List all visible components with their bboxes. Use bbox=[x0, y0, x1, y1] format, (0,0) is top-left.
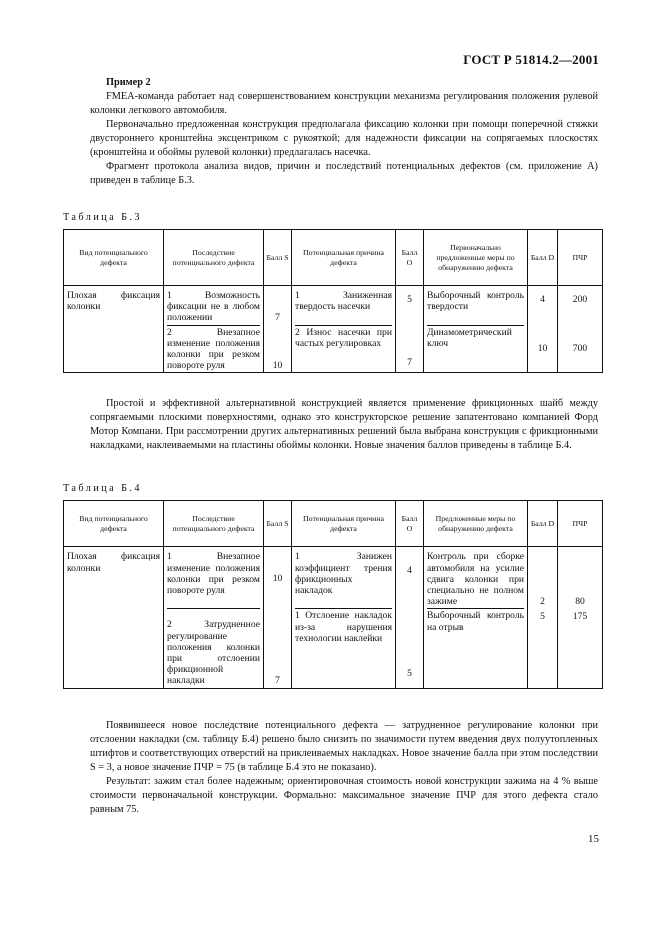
header-rpn: ПЧР bbox=[558, 501, 603, 547]
score-d-cell: 10 bbox=[528, 325, 558, 373]
table-b3 bbox=[63, 229, 603, 373]
cause-cell bbox=[292, 608, 396, 688]
score-s-cell: 10 bbox=[264, 547, 292, 609]
table-row bbox=[64, 286, 603, 325]
score-s-cell: 7 bbox=[264, 608, 292, 688]
score-o-cell: 5 bbox=[396, 286, 424, 325]
rpn-cell: 175 bbox=[558, 608, 603, 688]
rpn-cell: 700 bbox=[558, 325, 603, 373]
rpn-cell: 200 bbox=[558, 286, 603, 325]
measure-cell bbox=[424, 608, 528, 688]
table-row bbox=[64, 547, 603, 609]
table-header-row bbox=[64, 501, 603, 547]
measure-text: Динамометрический ключ bbox=[427, 325, 524, 349]
table-b4 bbox=[63, 500, 603, 688]
header-measures: Предложенные меры по обнаружению дефекта bbox=[424, 501, 528, 547]
example-title: Пример 2 bbox=[106, 77, 151, 88]
table-b4-caption: Таблица Б.4 bbox=[63, 483, 142, 495]
score-d-cell: 4 bbox=[528, 286, 558, 325]
header-defect-type: Вид потенциального дефекта bbox=[64, 230, 164, 286]
consequence-cell bbox=[164, 325, 264, 373]
cause-text: 2 Износ насечки при частых регулировках bbox=[295, 326, 392, 349]
defect-cell: Плохая фиксация колонки bbox=[64, 286, 164, 373]
score-d-cell: 2 bbox=[528, 547, 558, 609]
table-header-row bbox=[64, 230, 603, 286]
header-score-d: Балл D bbox=[528, 230, 558, 286]
score-o-cell: 5 bbox=[396, 608, 424, 688]
header-score-d: Балл D bbox=[528, 501, 558, 547]
consequence-text: 2 Затрудненное регулирование положения колонки при отслоении фрикционной накладки bbox=[167, 608, 260, 686]
score-s-cell: 10 bbox=[264, 325, 292, 373]
measure-cell: Выборочный контроль твердости bbox=[424, 286, 528, 325]
table-b3-caption: Таблица Б.3 bbox=[63, 212, 142, 223]
header-cause: Потенциальная причина дефекта bbox=[292, 230, 396, 286]
score-s-cell: 7 bbox=[264, 286, 292, 325]
document-body bbox=[63, 76, 598, 817]
paragraph: Простой и эффективной альтернативной конструкцией является применение фрикционных шайб между сопрягаемыми плоскими поверхностями, однако это конструкторское решение запатентовано компанией Форд Мотор Компани. При рассмотрении других альтернативных решений была выбрана конструкция с фрикционными накладками, наклеиваемыми на пластины обоймы колонки. Новые значения баллов приведены в таблице Б.4. bbox=[90, 398, 598, 452]
consequence-cell: 1 Возможность фиксации не в любом положении bbox=[164, 286, 264, 325]
measure-text: Выборочный контроль на отрыв bbox=[427, 610, 524, 633]
score-d-cell: 5 bbox=[528, 608, 558, 688]
cause-cell: 1 Занижен коэффициент трения фрикционных накладок bbox=[292, 547, 396, 609]
measure-cell: Контроль при сборке автомобиля на усилие сдвига колонки при специально не полном зажиме bbox=[424, 547, 528, 609]
header-score-o: Балл O bbox=[396, 230, 424, 286]
paragraph: Фрагмент протокола анализа видов, причин и последствий потенциальных дефектов (см. приложение А) приведен в таблице Б.3. bbox=[90, 161, 598, 186]
score-o-cell: 4 bbox=[396, 547, 424, 609]
header-consequence: Последствие потенциального дефекта bbox=[164, 230, 264, 286]
paragraph: FMEA-команда работает над совершенствованием конструкции механизма регулирования положения рулевой колонки легкового автомобиля. bbox=[90, 91, 598, 116]
paragraph: Первоначально предложенная конструкция предполагала фиксацию колонки при помощи поперечной стяжки двустороннего кронштейна эксцентриком с рукояткой; для надежности фиксации на сопрягаемых плоскостях (кронштейна и обоймы рулевой колонки) предлагалась насечка. bbox=[90, 119, 598, 158]
header-rpn: ПЧР bbox=[558, 230, 603, 286]
measure-cell bbox=[424, 325, 528, 373]
cause-cell: 1 Заниженная твердость насечки bbox=[292, 286, 396, 325]
header-measures: Первоначально предложенные меры по обнаружению дефекта bbox=[424, 230, 528, 286]
cause-cell bbox=[292, 325, 396, 373]
header-cause: Потенциальная причина дефекта bbox=[292, 501, 396, 547]
page-number: 15 bbox=[588, 833, 599, 845]
cause-text: 1 Отслоение накладок из-за нарушения технологии наклейки bbox=[295, 610, 392, 644]
header-defect-type: Вид потенциального дефекта bbox=[64, 501, 164, 547]
defect-cell: Плохая фиксация колонки bbox=[64, 547, 164, 688]
consequence-cell bbox=[164, 608, 264, 688]
paragraph: Появившееся новое последствие потенциального дефекта — затрудненное регулирование колонки при отслоении накладки (см. таблицу Б.4) решено было снизить по значимости путем введения двух полуутопленных штифтов и соответствующих отверстий на приклеиваемых накладках. Новое значение балла при этом последствии S = 3, а новое значение ПЧР = 75 (в таблице Б.4 это не показано). bbox=[90, 719, 598, 773]
consequence-cell: 1 Внезапное изменение положения колонки при резком повороте руля bbox=[164, 547, 264, 609]
header-score-s: Балл S bbox=[264, 501, 292, 547]
header-score-s: Балл S bbox=[264, 230, 292, 286]
score-o-cell: 7 bbox=[396, 325, 424, 373]
header-score-o: Балл O bbox=[396, 501, 424, 547]
standard-header: ГОСТ Р 51814.2—2001 bbox=[463, 52, 599, 67]
consequence-text: 2 Внезапное изменение положения колонки при резком повороте руля bbox=[167, 326, 260, 372]
rpn-cell: 80 bbox=[558, 547, 603, 609]
header-consequence: Последствие потенциального дефекта bbox=[164, 501, 264, 547]
paragraph: Результат: зажим стал более надежным; ориентировочная стоимость новой конструкции зажима на 4 % выше стоимости первоначальной конструкции. Формально: максимальное значение ПЧР для этого дефекта стало равным 75. bbox=[90, 775, 598, 815]
